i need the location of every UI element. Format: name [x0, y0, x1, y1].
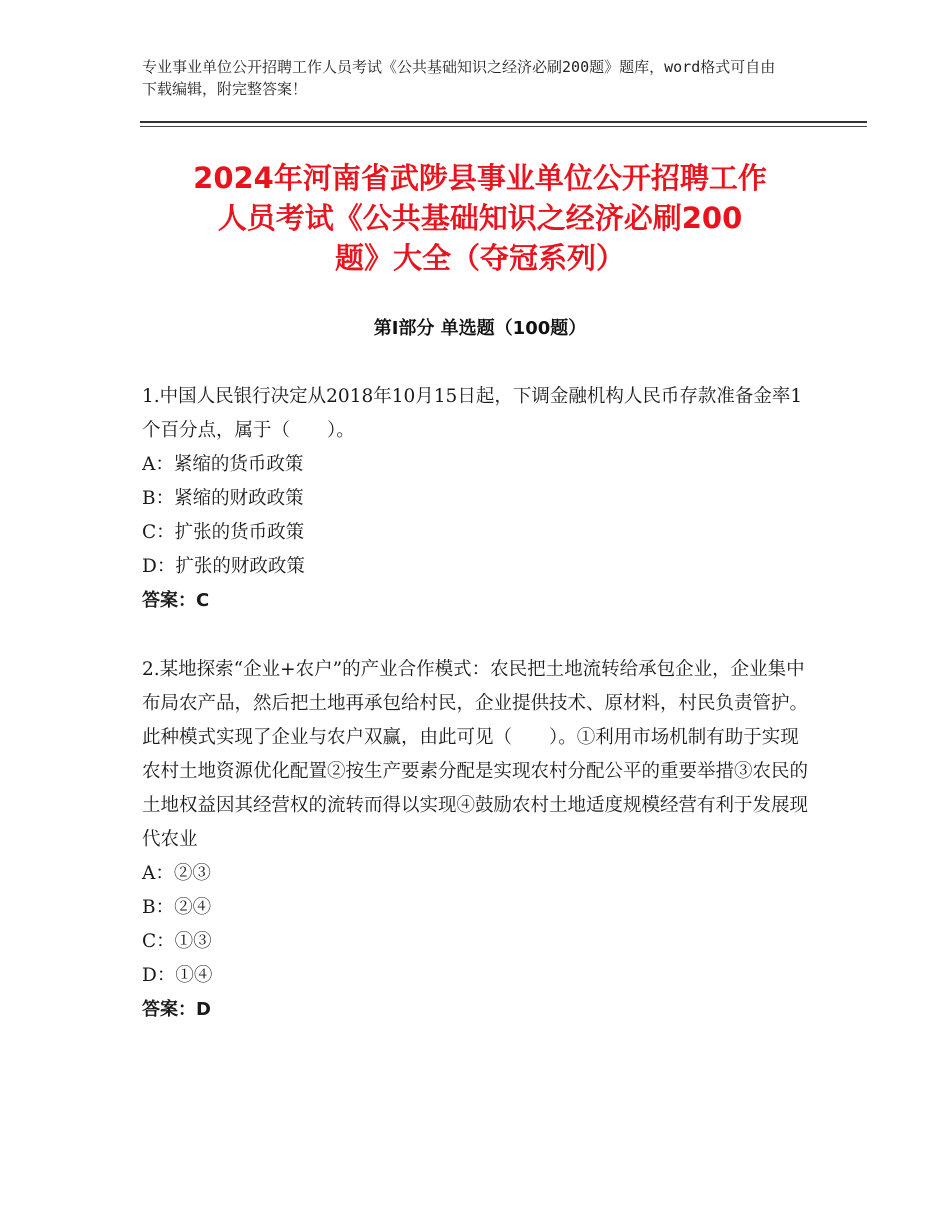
answer: 答案：D	[142, 999, 211, 1020]
document-title-line-3: 题》大全（夺冠系列）	[334, 241, 625, 275]
question-2	[142, 653, 812, 1027]
header-divider-thin	[140, 126, 867, 127]
option-c: C：扩张的货币政策	[142, 522, 305, 543]
question-1	[142, 380, 812, 618]
header-note: 专业事业单位公开招聘工作人员考试《公共基础知识之经济必刷200题》题库，word格式可自由下载编辑，附完整答案！	[142, 58, 776, 98]
document-title-line-1: 2024年河南省武陟县事业单位公开招聘工作	[193, 161, 767, 195]
answer: 答案：C	[142, 590, 210, 611]
document-title	[140, 158, 820, 278]
option-a: A：紧缩的货币政策	[142, 454, 304, 475]
option-a: A：②③	[142, 863, 211, 884]
document-title-line-2: 人员考试《公共基础知识之经济必刷200	[217, 201, 743, 235]
question-stem: 2.某地探索“企业+农户”的产业合作模式：农民把土地流转给承包企业，企业集中布局农产品，然后把土地再承包给村民，企业提供技术、原材料，村民负责管护。此种模式实现了企业与农户双赢，由此可见（ ）。①利用市场机制有助于实现农村土地资源优化配置②按生产要素分配是实现农村分配公平的重要举措③农民的土地权益因其经营权的流转而得以实现④鼓励农村土地适度规模经营有利于发展现代农业	[142, 659, 809, 850]
option-b: B：②④	[142, 897, 212, 918]
option-c: C：①③	[142, 931, 212, 952]
question-stem: 1.中国人民银行决定从2018年10月15日起，下调金融机构人民币存款准备金率1个百分点，属于（ ）。	[142, 386, 803, 441]
section-title: 第Ⅰ部分 单选题（100题）	[373, 318, 587, 339]
option-b: B：紧缩的财政政策	[142, 488, 304, 509]
option-d: D：①④	[142, 965, 213, 986]
option-d: D：扩张的财政政策	[142, 556, 305, 577]
header-divider-thick	[140, 121, 867, 123]
